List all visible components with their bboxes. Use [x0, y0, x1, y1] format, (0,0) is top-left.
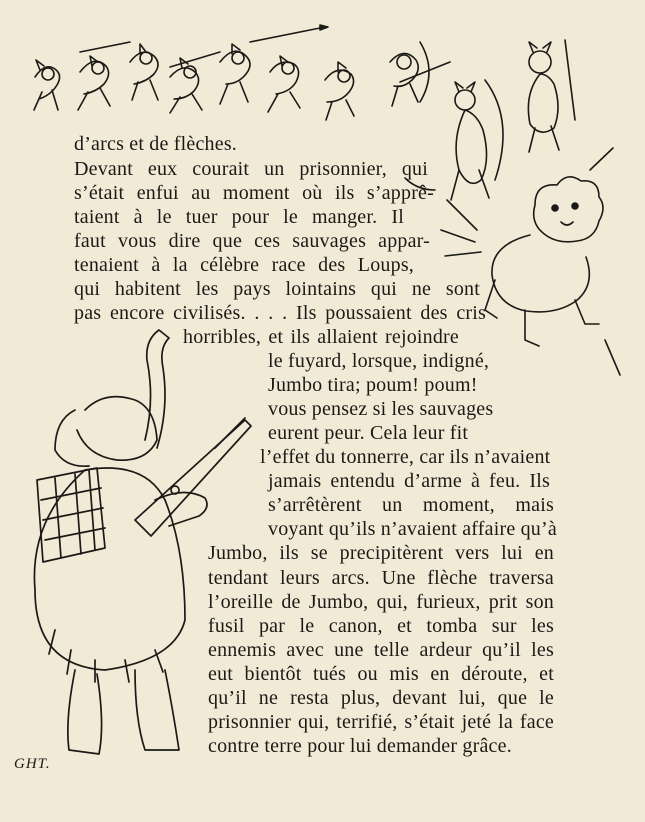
wolf-warrior-icon	[220, 44, 250, 104]
artist-signature: GHT.	[14, 756, 51, 772]
text-line-7: qui habitent les pays lointains qui ne sont	[74, 278, 480, 300]
wolf-warrior-icon	[34, 60, 60, 110]
text-line-23: eut bientôt tués ou mis en déroute, et	[208, 663, 554, 685]
text-line-19: tendant leurs arcs. Une flèche traversa	[208, 567, 554, 589]
text-line-1: d’arcs et de flèches.	[74, 133, 237, 155]
wolf-warrior-icon	[268, 56, 300, 112]
text-line-13: eurent peur. Cela leur fit	[268, 422, 469, 444]
text-line-18: Jumbo, ils se precipitèrent vers lui en	[208, 542, 554, 564]
text-line-9: horribles, et ils allaient rejoindre	[183, 326, 459, 348]
text-line-15: jamais entendu d’arme à feu. Ils	[268, 470, 550, 492]
text-line-20: l’oreille de Jumbo, qui, furieux, prit son	[208, 591, 554, 613]
text-line-22: ennemis avec une telle ardeur qu’il les	[208, 639, 554, 661]
text-line-25: prisonnier qui, terrifié, s’était jeté la face	[208, 711, 554, 733]
wolf-archer-icon	[528, 40, 575, 152]
text-line-4: taient à le tuer pour le manger. Il	[74, 206, 404, 228]
text-line-5: faut vous dire que ces sauvages appar-	[74, 230, 430, 252]
text-line-24: qu’il ne resta plus, devant lui, que le	[208, 687, 554, 709]
text-line-10: le fuyard, lorsque, indigné,	[268, 350, 490, 372]
text-line-8: pas encore civilisés. . . . Ils poussaient des cris	[74, 302, 486, 324]
text-line-21: fusil par le canon, et tomba sur les	[208, 615, 554, 637]
wolf-warrior-icon	[130, 44, 158, 100]
text-line-2: Devant eux courait un prisonnier, qui	[74, 158, 428, 180]
text-line-26: contre terre pour lui demander grâce.	[208, 735, 512, 757]
text-line-16: s’arrêtèrent un moment, mais	[268, 494, 554, 516]
text-line-11: Jumbo tira; poum! poum!	[268, 374, 478, 396]
text-line-14: l’effet du tonnerre, car ils n’avaient	[260, 446, 551, 468]
text-line-12: vous pensez si les sauvages	[268, 398, 494, 420]
text-line-17: voyant qu’ils n’avaient affaire qu’à	[268, 518, 557, 540]
text-line-3: s’était enfui au moment où ils s’apprê-	[74, 182, 434, 204]
text-line-6: tenaient à la célèbre race des Loups,	[74, 254, 414, 276]
wolf-warrior-icon	[325, 62, 354, 120]
wolf-war-party-illustration	[20, 22, 440, 142]
wolf-warrior-icon	[78, 56, 110, 110]
